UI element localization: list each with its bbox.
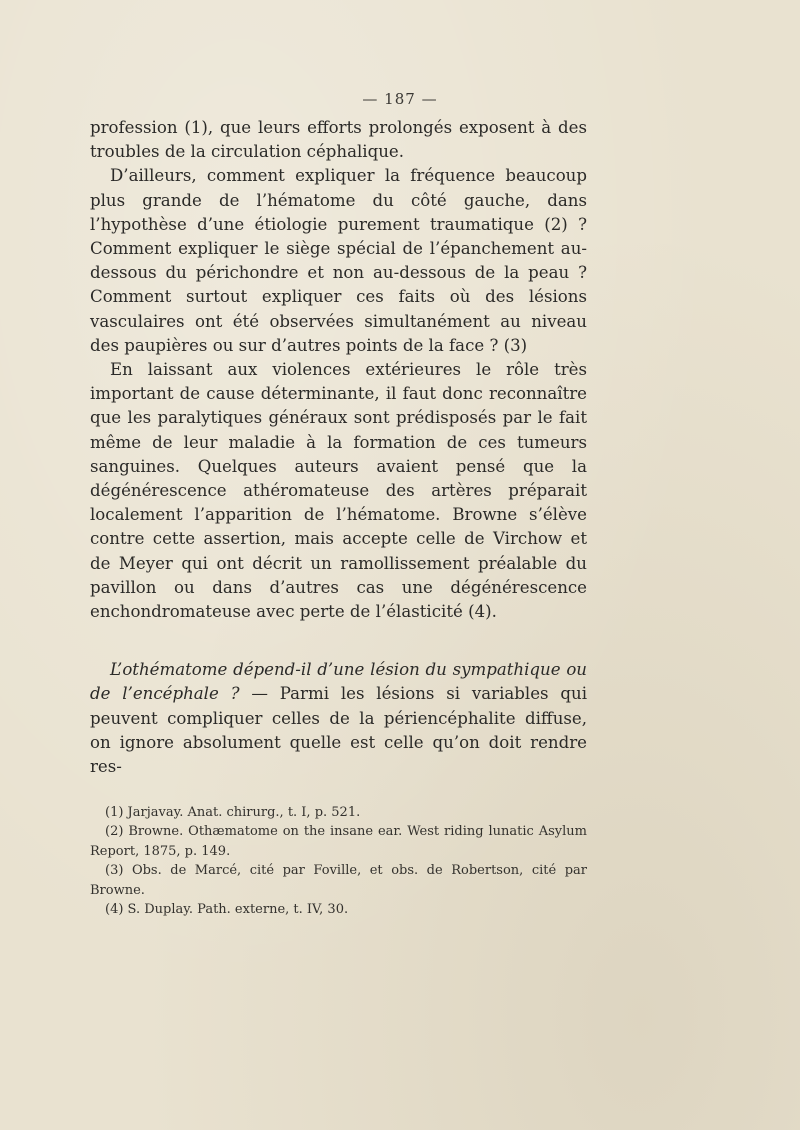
section-heading: L’othématome dépend-il d’une lésion du sympathique ou de l’encéphale ? (90, 660, 587, 704)
paragraph-paralytiques: En laissant aux violences extérieures le rôle très important de cause déterminante, il faut donc reconnaître que les paralytiques généraux sont prédisposés par le fait même de leur maladie à la formation de ces tumeurs sanguines. Quelques auteurs avaient pensé que la dégénérescence athéromateuse des artères préparait localement l’apparition de l’hématome. Browne s’élève contre cette assertion, mais accepte celle de Virchow et de Meyer qui ont décrit un ramollissement préalable du pavillon ou dans d’autres cas une dégénérescence enchondromateuse avec perte de l’élasticité (4). (90, 360, 587, 622)
paragraph-hematome-side: D’ailleurs, comment expliquer la fréquence beaucoup plus grande de l’hématome du côté gauche, dans l’hypothèse d’une étiologie purement traumatique (2) ? Comment expliquer le siège spécial de l’épanchement au-dessous du périchondre et non au-dessous de la peau ? Comment surtout expliquer ces faits où des lésions vasculaires ont été observées simultanément au niveau des paupières ou sur d’autres points de la face ? (3) (90, 166, 587, 355)
footnote-4: (4) S. Duplay. Path. externe, t. IV, 30. (105, 902, 349, 918)
body-text (90, 116, 587, 779)
footnote-2: (2) Browne. Othæmatome on the insane ear. West riding lunatic Asylum Report, 1875, p. 149. (90, 824, 587, 859)
section-paragraph (90, 658, 587, 779)
section-text: — Parmi les lésions si variables qui peuvent compliquer celles de la périencéphalite diffuse, on ignore absolument quelle est celle qu’on doit rendre res- (90, 684, 588, 777)
footnote-3: (3) Obs. de Marcé, cité par Foville, et obs. de Robertson, cité par Browne. (90, 863, 587, 898)
page-number: — 187 — (362, 90, 438, 108)
footnote-1: (1) Jarjavay. Anat. chirurg., t. I, p. 521. (105, 805, 361, 820)
paragraph-continuation: profession (1), que leurs efforts prolongés exposent à des troubles de la circulation céphalique. (90, 118, 587, 162)
footnotes (90, 803, 587, 919)
